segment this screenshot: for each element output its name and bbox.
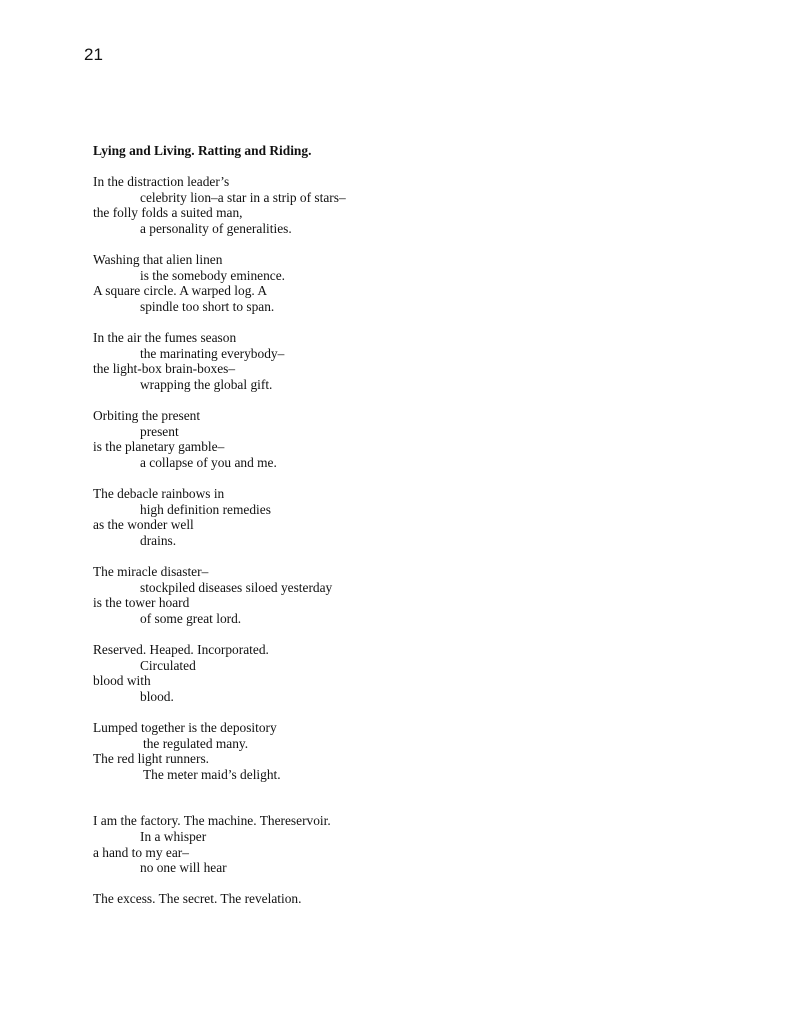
- poem: [93, 143, 733, 923]
- poem-line: wrapping the global gift.: [140, 376, 273, 392]
- poem-line: a hand to my ear–: [93, 844, 189, 860]
- poem-line: The miracle disaster–: [93, 564, 209, 580]
- stanza: [93, 720, 733, 782]
- stanza: [93, 408, 733, 470]
- stanza: [93, 813, 733, 875]
- poem-line: high definition remedies: [140, 501, 271, 517]
- poem-line: of some great lord.: [140, 610, 242, 626]
- poem-line: I am the factory. The machine. Thereservoir.: [93, 813, 331, 829]
- poem-line: In the distraction leader’s: [93, 174, 230, 190]
- poem-line: Reserved. Heaped. Incorporated.: [93, 642, 269, 657]
- poem-line: as the wonder well: [93, 517, 194, 533]
- stanza: [93, 486, 733, 548]
- poem-line: In a whisper: [140, 828, 207, 844]
- poem-line: drains.: [140, 532, 177, 548]
- stanza: [93, 891, 733, 907]
- poem-line: present: [140, 423, 179, 439]
- poem-line: The debacle rainbows in: [93, 486, 225, 502]
- poem-line: spindle too short to span.: [140, 298, 275, 314]
- poem-line: The excess. The secret. The revelation.: [93, 891, 302, 907]
- poem-line: In the air the fumes season: [93, 330, 237, 346]
- poem-line: stockpiled diseases siloed yesterday: [140, 579, 333, 595]
- poem-line: the marinating everybody–: [140, 345, 285, 361]
- stanza: [93, 174, 733, 236]
- poem-line: Orbiting the present: [93, 408, 201, 424]
- poem-line: a collapse of you and me.: [140, 454, 277, 470]
- poem-body: [93, 174, 733, 907]
- poem-line: The red light runners.: [93, 751, 210, 767]
- poem-line: blood.: [140, 688, 174, 704]
- poem-line: Washing that alien linen: [93, 252, 223, 268]
- poem-title: Lying and Living. Ratting and Riding.: [93, 143, 312, 158]
- poem-line: celebrity lion–a star in a strip of stars–: [140, 189, 346, 205]
- poem-line: blood with: [93, 673, 151, 689]
- stanza: [93, 330, 733, 392]
- poem-line: the regulated many.: [143, 735, 249, 751]
- poem-line: is the planetary gamble–: [93, 439, 225, 455]
- stanza: [93, 642, 733, 704]
- stanza: [93, 564, 733, 626]
- poem-line: Lumped together is the depository: [93, 719, 277, 735]
- poem-line: the folly folds a suited man,: [93, 205, 243, 221]
- poem-line: Circulated: [140, 657, 196, 673]
- poem-line: is the tower hoard: [93, 595, 190, 611]
- page-number: 21: [84, 45, 103, 64]
- poem-line: A square circle. A warped log. A: [93, 283, 268, 299]
- stanza: [93, 252, 733, 314]
- poem-line: a personality of generalities.: [140, 220, 292, 236]
- poem-line: no one will hear: [140, 860, 227, 876]
- poem-line: the light-box brain-boxes–: [93, 361, 236, 377]
- poem-line: is the somebody eminence.: [140, 267, 286, 283]
- poem-line: The meter maid’s delight.: [143, 766, 281, 782]
